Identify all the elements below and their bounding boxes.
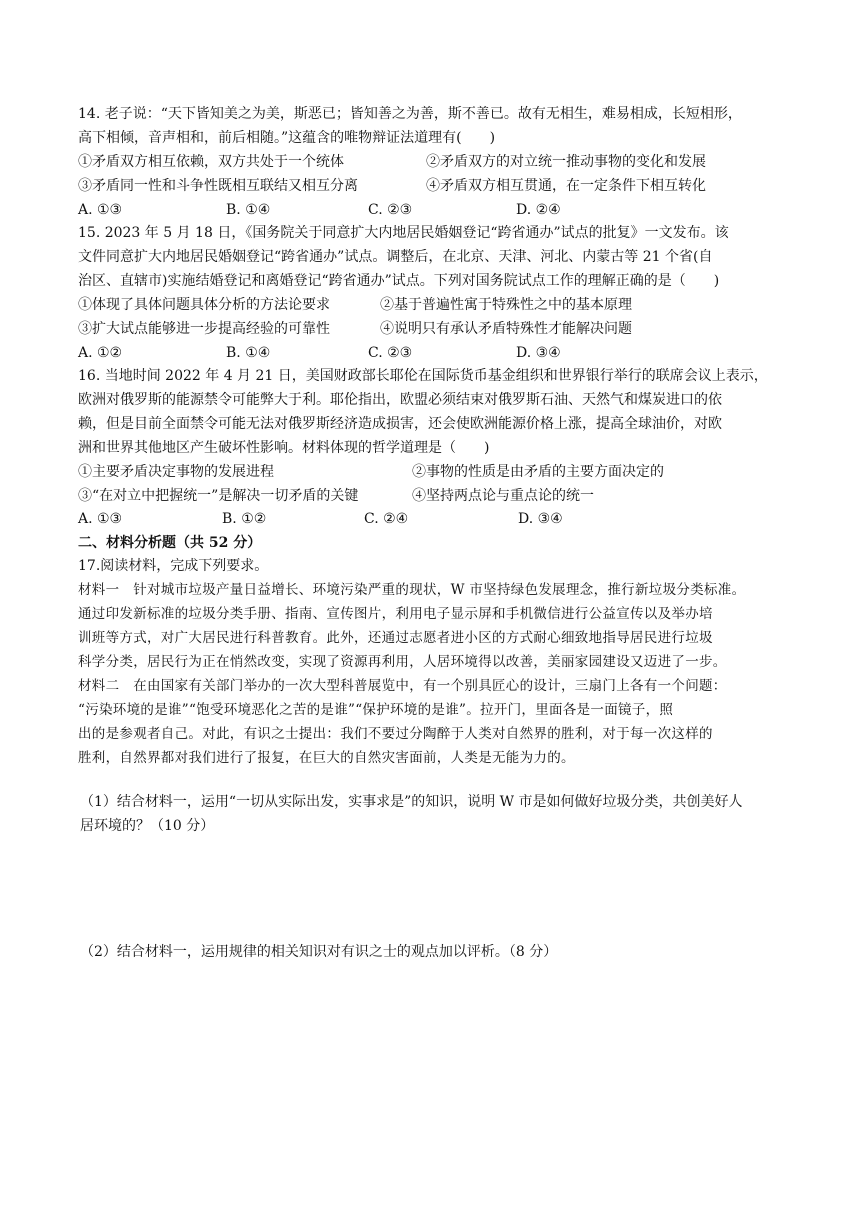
material-2-line-2: “污染环境的是谁”“饱受环境恶化之苦的是谁”“保护环境的是谁”。拉开门，里面各是一面镜子，照 <box>78 702 674 718</box>
q15-choice-d: D. ③④ <box>516 345 561 361</box>
q16-stem-line-2: 欧洲对俄罗斯的能源禁令可能弊大于利。耶伦指出，欧盟必须结束对俄罗斯石油、天然气和煤炭进口的依 <box>78 392 722 408</box>
q14-option-2: ②矛盾双方的对立统一推动事物的变化和发展 <box>426 154 706 170</box>
q14-option-3: ③矛盾同一性和斗争性既相互联结又相互分离 <box>78 178 358 194</box>
material-2-line-3: 出的是参观者自己。对此，有识之士提出：我们不要过分陶醉于人类对自然界的胜利，对于每一次这样的 <box>78 726 713 742</box>
q16-choice-c: C. ②④ <box>364 511 409 527</box>
sub-question-1-line-2: 居环境的？（10 分） <box>80 818 215 834</box>
q14-choice-c: C. ②③ <box>368 202 413 218</box>
q16-option-4: ④坚持两点论与重点论的统一 <box>412 488 594 504</box>
material-1-line-3: 训班等方式，对广大居民进行科普教育。此外，还通过志愿者进小区的方式耐心细致地指导居民进行垃圾 <box>78 630 713 646</box>
q14-choice-b: B. ①④ <box>226 202 271 218</box>
q14-choice-a: A. ①③ <box>78 202 123 218</box>
q14-stem-line-2: 高下相倾，音声相和，前后相随。”这蕴含的唯物辩证法道理有( ) <box>78 130 496 146</box>
q15-stem-line-1: 15. 2023 年 5 月 18 日，《国务院关于同意扩大内地居民婚姻登记“跨省通办”试点的批复》一文发布。该 <box>78 225 729 241</box>
q16-stem-line-1: 16. 当地时间 2022 年 4 月 21 日，美国财政部长耶伦在国际货币基金组织和世界银行举行的联席会议上表示， <box>78 368 768 384</box>
q14-choice-d: D. ②④ <box>516 202 561 218</box>
q15-option-1: ①体现了具体问题具体分析的方法论要求 <box>78 297 330 313</box>
q17-intro: 17.阅读材料，完成下列要求。 <box>78 558 269 574</box>
material-2-line-1: 材料二 在由国家有关部门举办的一次大型科普展览中，有一个别具匠心的设计，三扇门上各有一个问题： <box>78 678 727 694</box>
sub-question-1-line-1: （1）结合材料一，运用“一切从实际出发，实事求是”的知识，说明 W 市是如何做好垃圾分类，共创美好人 <box>80 794 743 810</box>
q14-option-1: ①矛盾双方相互依赖，双方共处于一个统体 <box>78 154 344 170</box>
q15-stem-line-2: 文件同意扩大内地居民婚姻登记“跨省通办”试点。调整后，在北京、天津、河北、内蒙古等 21 个省(自 <box>78 249 713 265</box>
q16-stem-line-3: 赖，但是目前全面禁令可能无法对俄罗斯经济造成损害，还会使欧洲能源价格上涨，提高全球油价，对欧 <box>78 416 722 432</box>
q16-choice-a: A. ①③ <box>78 511 123 527</box>
material-1-line-2: 通过印发新标准的垃圾分类手册、指南、宣传图片，利用电子显示屏和手机微信进行公益宣传以及举办培 <box>78 606 713 622</box>
q15-choice-a: A. ①② <box>78 345 123 361</box>
material-1-line-4: 科学分类，居民行为正在悄然改变，实现了资源再利用，人居环境得以改善，美丽家园建设又迈进了一步。 <box>78 654 727 670</box>
q15-choice-c: C. ②③ <box>368 345 413 361</box>
q15-option-2: ②基于普遍性寓于特殊性之中的基本原理 <box>380 297 632 313</box>
section-2-heading: 二、材料分析题（共 52 分） <box>78 535 262 551</box>
q16-option-2: ②事物的性质是由矛盾的主要方面决定的 <box>412 464 664 480</box>
q15-option-4: ④说明只有承认矛盾特殊性才能解决问题 <box>380 321 632 337</box>
q15-stem-line-3: 治区、直辖市)实施结婚登记和离婚登记“跨省通办”试点。下列对国务院试点工作的理解正确的是（ ) <box>78 273 720 289</box>
q16-choice-d: D. ③④ <box>518 511 563 527</box>
q16-choice-b: B. ①② <box>222 511 267 527</box>
q16-option-3: ③“在对立中把握统一”是解决一切矛盾的关键 <box>78 488 359 504</box>
q16-stem-line-4: 洲和世界其他地区产生破坏性影响。材料体现的哲学道理是（ ) <box>78 440 490 456</box>
material-1-line-1: 材料一 针对城市垃圾产量日益增长、环境污染严重的现状，W 市坚持绿色发展理念，推行新垃圾分类标准。 <box>78 582 746 598</box>
q15-choice-b: B. ①④ <box>226 345 271 361</box>
material-2-line-4: 胜利，自然界都对我们进行了报复，在巨大的自然灾害面前，人类是无能为力的。 <box>78 750 575 766</box>
q15-option-3: ③扩大试点能够进一步提高经验的可靠性 <box>78 321 330 337</box>
q14-option-4: ④矛盾双方相互贯通，在一定条件下相互转化 <box>426 178 706 194</box>
q14-stem-line-1: 14. 老子说：“天下皆知美之为美，斯恶已；皆知善之为善，斯不善已。故有无相生，难易相成，长短相形， <box>78 106 742 122</box>
sub-question-2: （2）结合材料一，运用规律的相关知识对有识之士的观点加以评析。（8 分） <box>80 944 558 960</box>
q16-option-1: ①主要矛盾决定事物的发展进程 <box>78 464 274 480</box>
